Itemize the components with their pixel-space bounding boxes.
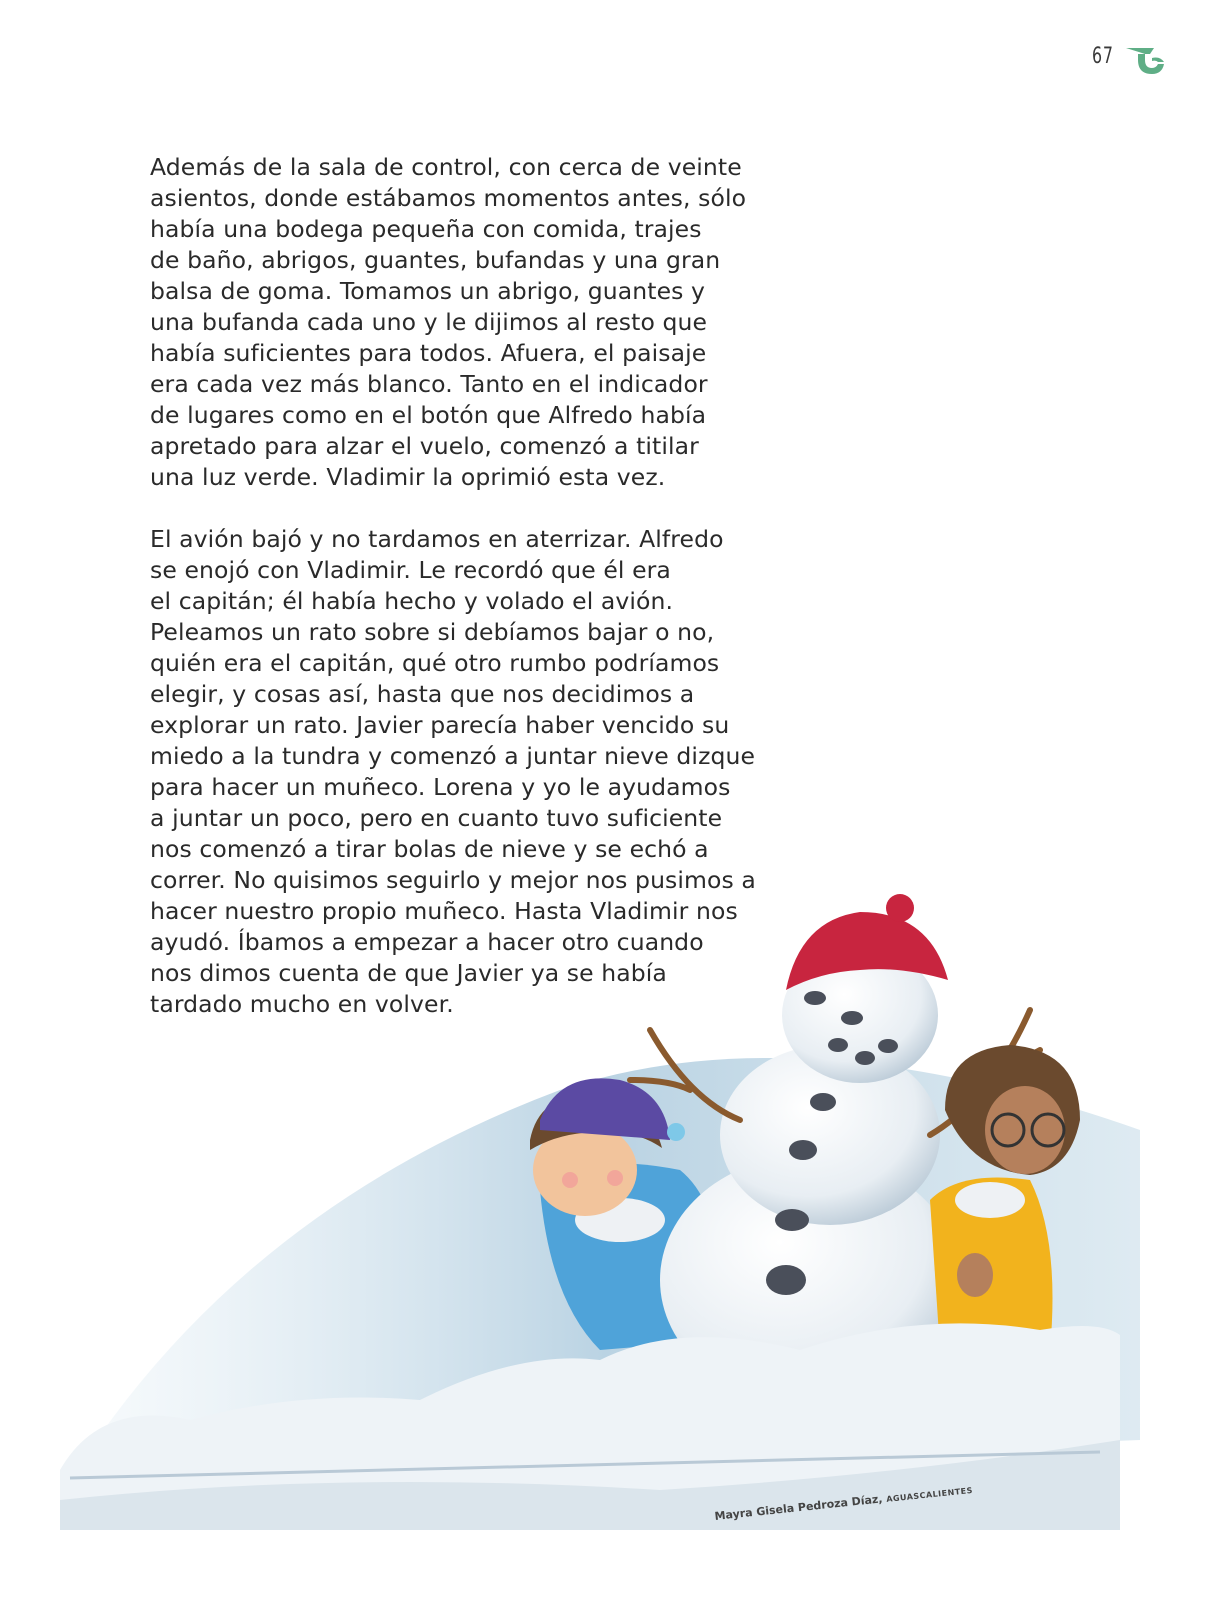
text-line: quién era el capitán, qué otro rumbo podríamos [150, 649, 720, 677]
text-line: tardado mucho en volver. [150, 990, 454, 1018]
text-line: miedo a la tundra y comenzó a juntar nieve dizque [150, 742, 756, 770]
text-line: era cada vez más blanco. Tanto en el indicador [150, 370, 708, 398]
text-line: de lugares como en el botón que Alfredo había [150, 401, 707, 429]
text-line: asientos, donde estábamos momentos antes, sólo [150, 184, 747, 212]
text-line: balsa de goma. Tomamos un abrigo, guantes y [150, 277, 706, 305]
text-line: elegir, y cosas así, hasta que nos decidimos a [150, 680, 695, 708]
text-line: apretado para alzar el vuelo, comenzó a titilar [150, 432, 699, 460]
text-line: El avión bajó y no tardamos en aterrizar. Alfredo [150, 525, 724, 553]
text-line: Además de la sala de control, con cerca de veinte [150, 153, 742, 181]
text-line: nos dimos cuenta de que Javier ya se había [150, 959, 667, 987]
publisher-logo-icon [1124, 44, 1168, 78]
text-line: explorar un rato. Javier parecía haber vencido su [150, 711, 730, 739]
credit-region: AGUASCALIENTES [885, 1485, 974, 1504]
credit-name: Mayra Gisela Pedroza Díaz, [714, 1492, 884, 1523]
text-line: de baño, abrigos, guantes, bufandas y una gran [150, 246, 721, 274]
text-line: nos comenzó a tirar bolas de nieve y se echó a [150, 835, 709, 863]
text-line: correr. No quisimos seguirlo y mejor nos pusimos a [150, 866, 756, 894]
text-line: una luz verde. Vladimir la oprimió esta vez. [150, 463, 666, 491]
text-line: a juntar un poco, pero en cuanto tuvo suficiente [150, 804, 723, 832]
text-line: una bufanda cada uno y le dijimos al resto que [150, 308, 708, 336]
text-line: había suficientes para todos. Afuera, el paisaje [150, 339, 707, 367]
text-line: el capitán; él había hecho y volado el avión. [150, 587, 674, 615]
text-line: se enojó con Vladimir. Le recordó que él era [150, 556, 671, 584]
text-line: para hacer un muñeco. Lorena y yo le ayudamos [150, 773, 731, 801]
paragraph-1 [150, 152, 760, 493]
text-line: Peleamos un rato sobre si debíamos bajar o no, [150, 618, 715, 646]
snowman-illustration [40, 880, 1180, 1540]
text-line: había una bodega pequeña con comida, trajes [150, 215, 702, 243]
text-line: hacer nuestro propio muñeco. Hasta Vladimir nos [150, 897, 738, 925]
text-line: ayudó. Íbamos a empezar a hacer otro cuando [150, 928, 704, 956]
page-number: 67 [1092, 44, 1114, 69]
